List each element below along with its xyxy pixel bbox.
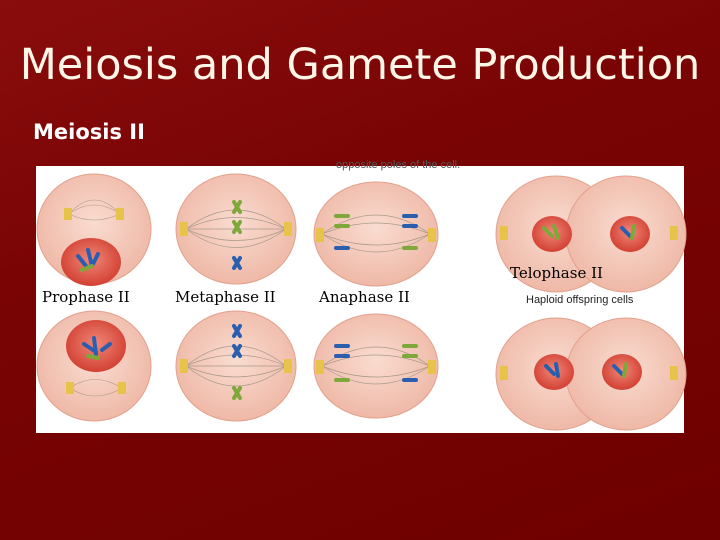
- anaphase-ii-bottom-cell: [314, 314, 438, 418]
- figure-cutoff-text: opposite poles of the cell.: [336, 159, 461, 171]
- label-anaphase-ii: Anaphase II: [319, 288, 410, 306]
- prophase-ii-top-cell: [37, 174, 151, 286]
- prophase-ii-bottom-cell: [37, 311, 151, 421]
- metaphase-ii-bottom-cell: [176, 311, 296, 421]
- telophase-ii-bottom-cells: [496, 318, 686, 430]
- label-metaphase-ii: Metaphase II: [175, 288, 276, 306]
- slide-title: Meiosis and Gamete Production: [19, 40, 701, 90]
- metaphase-ii-top-cell: [176, 174, 296, 284]
- label-prophase-ii: Prophase II: [42, 288, 130, 306]
- figure-caption: Haploid offspring cells: [526, 294, 634, 306]
- anaphase-ii-top-cell: [314, 182, 438, 286]
- section-subtitle: Meiosis II: [33, 120, 145, 144]
- meiosis-ii-figure: [36, 159, 684, 433]
- label-telophase-ii: Telophase II: [510, 264, 603, 282]
